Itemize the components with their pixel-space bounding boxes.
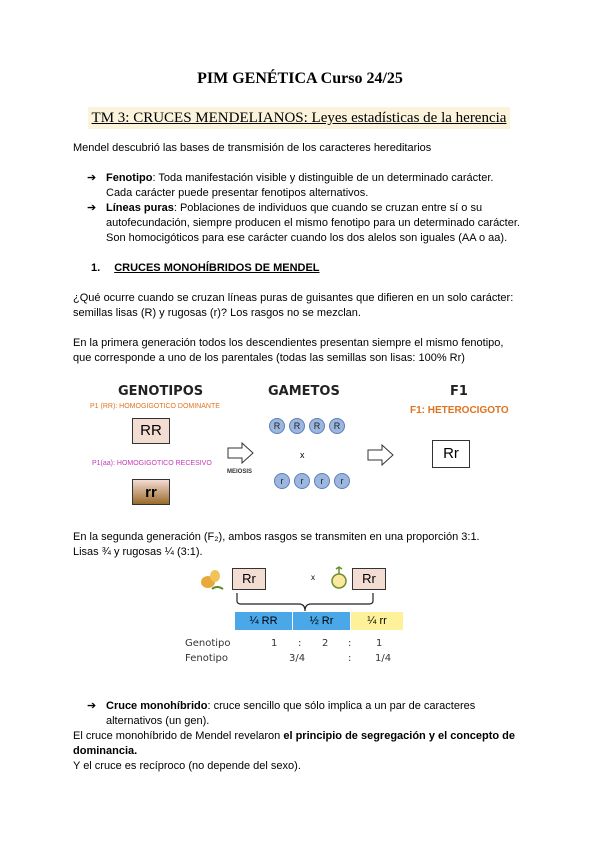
rr-dominant-box: RR [132, 418, 170, 444]
gamete-r: r [314, 473, 330, 489]
genotipos-heading: GENOTIPOS [118, 384, 204, 399]
meiosis-label: MEIOSIS [227, 469, 253, 475]
gamete-r: r [274, 473, 290, 489]
rr-f1-box: Rr [432, 440, 470, 468]
paragraph-2: En la primera generación todos los descendientes presentan siempre el mismo fenotipo, que corresponde a uno de los parentales (todas las semillas son lisas: 100% Rr) [73, 337, 504, 364]
genotipo-sep: : [298, 638, 302, 649]
definition-fenotipo: ➔ Fenotipo: Toda manifestación visible y distinguible de un determinado carácter. Cada carácter puede presentar fenotipos alternativos. [87, 172, 494, 199]
fenotipo-value: 3/4 [289, 653, 306, 664]
page-title: PIM GENÉTICA Curso 24/25 [197, 70, 403, 87]
genotipo-sep: : [348, 638, 352, 649]
section-heading: 1. CRUCES MONOHÍBRIDOS DE MENDEL [91, 262, 320, 274]
gamete-R: R [309, 418, 325, 434]
gametos-heading: GAMETOS [268, 384, 340, 399]
parent-rr-right-box: Rr [352, 568, 386, 590]
gamete-R: R [269, 418, 285, 434]
f1-label: F1: HETEROCIGOTO [410, 405, 509, 416]
cell-rr-recessive: ¼ rr [351, 612, 403, 630]
gamete-r: r [334, 473, 350, 489]
genotipo-label: Genotipo [185, 638, 231, 649]
subtitle: TM 3: CRUCES MENDELIANOS: Leyes estadísticas de la herencia [88, 107, 510, 129]
gamete-R: R [329, 418, 345, 434]
p1-label: P1 (RR): HOMOGIGOTICO DOMINANTE [90, 403, 220, 410]
cross-symbol: x [300, 450, 305, 460]
fenotipo-value: 1/4 [375, 653, 392, 664]
rr-recessive-box: rr [132, 479, 170, 505]
cell-rr-half: ½ Rr [293, 612, 350, 630]
arrow-icon: ➔ [87, 172, 97, 184]
parent-rr-left-box: Rr [232, 568, 266, 590]
f2-cross-figure [185, 565, 425, 670]
fenotipo-sep: : [348, 653, 352, 664]
intro-text: Mendel descubrió las bases de transmisión de los caracteres hereditarios [73, 142, 432, 154]
arrow-icon: ➔ [87, 202, 97, 214]
p2-label: P1(aa): HOMOGIGOTICO RECESIVO [92, 460, 212, 467]
fenotipo-label: Fenotipo [185, 653, 228, 664]
pea-flower-icon [199, 567, 225, 591]
meiosis-arrow-icon [227, 442, 255, 464]
cell-rr-quarter: ¼ RR [235, 612, 292, 630]
f1-arrow-icon [367, 444, 395, 466]
bracket-icon [235, 591, 375, 613]
genotipo-value: 1 [376, 638, 383, 649]
paragraph-3: En la segunda generación (F₂), ambos rasgos se transmiten en una proporción 3:1. Lisas ¾ y rugosas ¼ (3:1). [73, 531, 480, 558]
genotipo-value: 1 [271, 638, 278, 649]
arrow-icon: ➔ [87, 700, 97, 712]
gamete-r: r [294, 473, 310, 489]
closing-paragraph: El cruce monohíbrido de Mendel revelaron el principio de segregación y el concepto de dominancia. Y el cruce es recíproco (no depende del sexo). [73, 730, 516, 772]
genotipo-value: 2 [322, 638, 329, 649]
definition-lineas-puras: ➔ Líneas puras: Poblaciones de individuos que cuando se cruzan entre sí o su autofecundación, siempre producen el mismo fenotipo para un determinado carácter. Son homocigóticos para ese carácter cuando los dos alelos son iguales (AA o aa). [87, 202, 520, 244]
definition-cruce-monohibrido: ➔ Cruce monohíbrido: cruce sencillo que sólo implica a un par de caracteres alternativos (un gen). [87, 700, 476, 727]
f1-heading: F1 [450, 384, 468, 399]
genotype-figure [80, 378, 530, 508]
gamete-R: R [289, 418, 305, 434]
paragraph-1: ¿Qué ocurre cuando se cruzan líneas puras de guisantes que difieren en un solo carácter: semillas lisas (R) y rugosas (r)? Los rasgos no se mezclan. [73, 292, 514, 319]
cross-symbol: x [311, 573, 315, 582]
pea-pod-icon [329, 565, 349, 591]
